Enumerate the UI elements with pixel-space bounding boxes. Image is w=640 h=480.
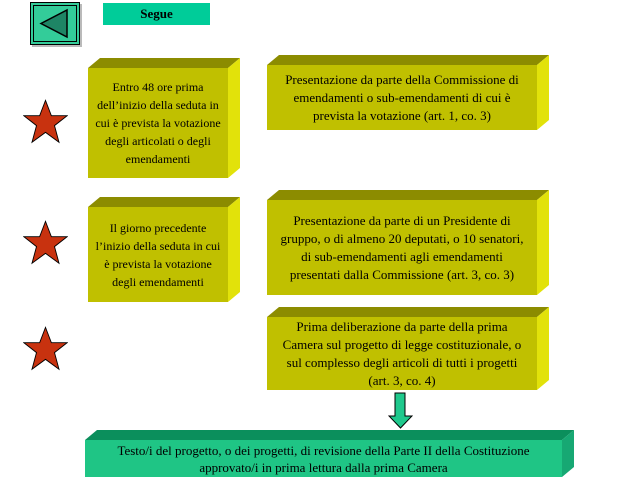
back-button[interactable] xyxy=(30,2,80,45)
box-top-face xyxy=(267,55,549,65)
flow-box-presidente-gruppo xyxy=(267,200,537,295)
box-top-face xyxy=(85,430,574,440)
box-side-face xyxy=(228,197,240,302)
box-side-face xyxy=(228,58,240,178)
box-top-face xyxy=(88,58,240,68)
box-side-face xyxy=(537,190,549,295)
flow-box-text: Entro 48 ore prima dell’inizio della seduta in cui è prevista la votazione degli articolati o degli emendamenti xyxy=(88,68,228,178)
result-box-text: Testo/i del progetto, o dei progetti, di revisione della Parte II della Costituzione approvato/i in prima lettura dalla prima Camera xyxy=(85,440,562,477)
back-arrow-icon xyxy=(36,7,74,40)
star-bullet-icon xyxy=(23,220,68,266)
star-bullet-icon xyxy=(23,99,68,145)
flow-box-commissione xyxy=(267,65,537,130)
flow-box-text: Presentazione da parte di un Presidente di gruppo, o di almeno 20 deputati, o 10 senatori, di sub-emendamenti agli emendamenti presentati dalla Commissione (art. 3, co. 3) xyxy=(267,200,537,295)
flow-box-text: Presentazione da parte della Commissione di emendamenti o sub-emendamenti di cui è prevista la votazione (art. 1, co. 3) xyxy=(267,65,537,130)
flow-box-prima-deliberazione xyxy=(267,317,537,390)
flow-box-text: Prima deliberazione da parte della prima Camera sul progetto di legge costituzionale, o sul complesso degli articoli di tutti i progetti (art. 3, co. 4) xyxy=(267,317,537,390)
box-side-face xyxy=(537,55,549,130)
back-button-frame xyxy=(33,5,77,42)
down-arrow-icon xyxy=(388,392,413,429)
flow-box-deadline-48h xyxy=(88,68,228,178)
segue-button[interactable]: Segue xyxy=(103,3,210,25)
box-top-face xyxy=(88,197,240,207)
box-side-face xyxy=(537,307,549,390)
box-top-face xyxy=(267,190,549,200)
flow-box-result xyxy=(85,440,562,477)
flow-box-text: Il giorno precedente l’inizio della seduta in cui è prevista la votazione degli emendamenti xyxy=(88,207,228,302)
star-bullet-icon xyxy=(23,326,68,372)
box-top-face xyxy=(267,307,549,317)
flow-box-giorno-precedente xyxy=(88,207,228,302)
